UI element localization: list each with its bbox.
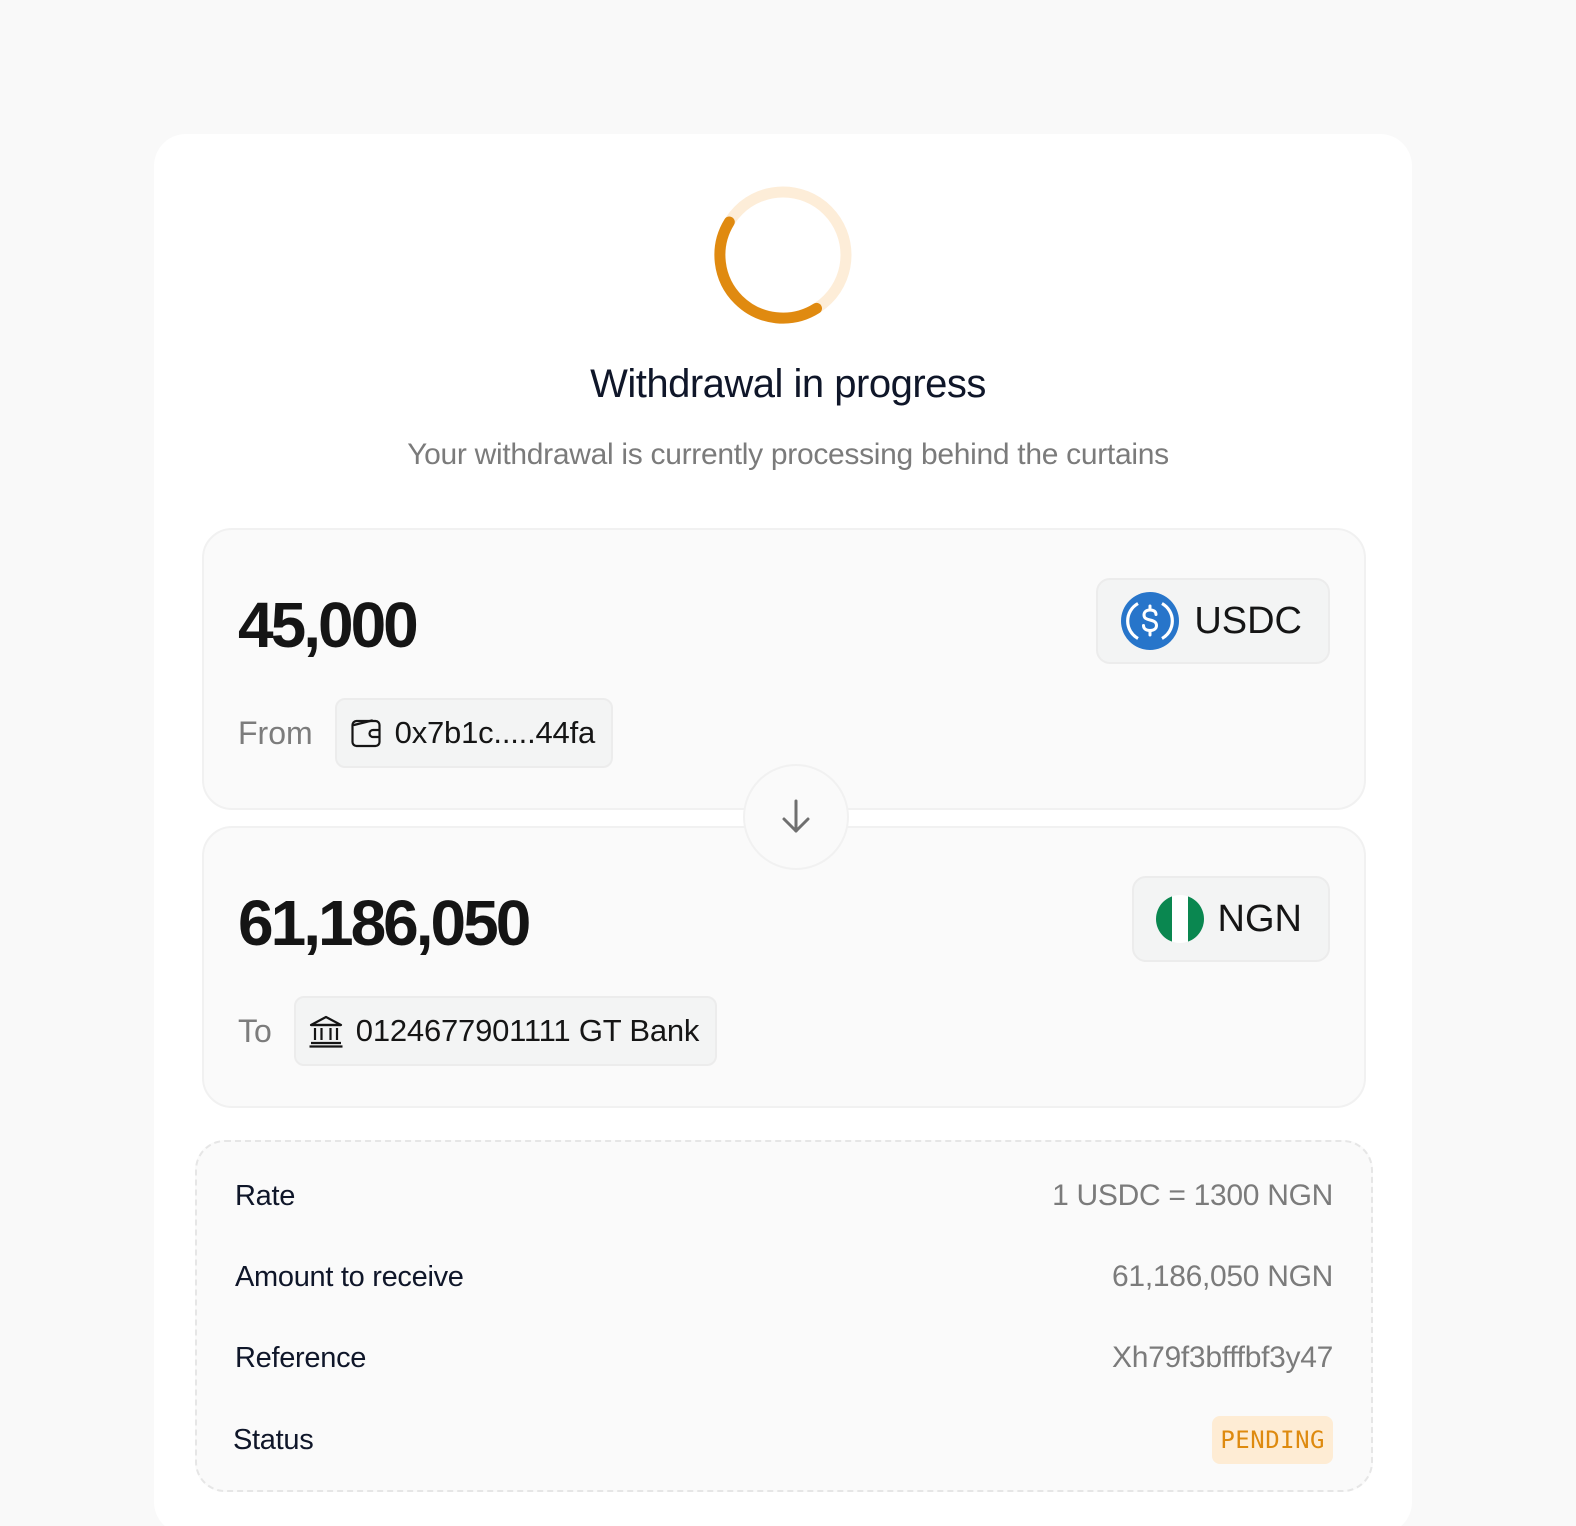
- status-label: Status: [233, 1423, 314, 1456]
- amount-to-receive-value: 61,186,050 NGN: [1112, 1260, 1333, 1293]
- direction-indicator: [743, 764, 849, 870]
- rate-label: Rate: [235, 1179, 296, 1212]
- bank-account: 0124677901111 GT Bank: [355, 1013, 700, 1048]
- page-title: Withdrawal in progress: [590, 362, 986, 406]
- arrow-down-icon: [778, 797, 814, 837]
- bank-account-chip[interactable]: [294, 996, 717, 1066]
- wallet-address-chip[interactable]: [335, 698, 613, 768]
- detail-row-rate: [235, 1166, 1333, 1226]
- spinner-icon: [712, 184, 854, 326]
- rate-value: 1 USDC = 1300 NGN: [1052, 1179, 1333, 1212]
- source-currency-label: USDC: [1194, 599, 1302, 642]
- source-amount: 45,000: [238, 589, 416, 661]
- detail-row-reference: [235, 1328, 1333, 1388]
- nigeria-flag-icon: [1156, 895, 1204, 943]
- destination-amount: 61,186,050: [238, 887, 529, 959]
- to-label: To: [238, 1012, 272, 1049]
- page-subtitle: Your withdrawal is currently processing behind the curtains: [407, 438, 1169, 471]
- destination-currency-label: NGN: [1217, 897, 1302, 940]
- usdc-coin-icon: [1120, 591, 1180, 651]
- source-currency-selector[interactable]: [1096, 578, 1330, 664]
- reference-value[interactable]: Xh79f3bfffbf3y47: [1112, 1341, 1333, 1374]
- destination-meta: [238, 996, 717, 1066]
- detail-row-status: [233, 1410, 1333, 1470]
- reference-label: Reference: [235, 1341, 367, 1374]
- from-label: From: [238, 714, 313, 751]
- source-meta: [238, 698, 613, 768]
- status-badge: PENDING: [1212, 1416, 1333, 1464]
- detail-row-amount: [235, 1247, 1333, 1307]
- transaction-details: [195, 1140, 1373, 1492]
- wallet-address: 0x7b1c.....44fa: [394, 715, 596, 750]
- wallet-icon: [349, 716, 383, 750]
- destination-currency-selector[interactable]: [1132, 876, 1330, 962]
- bank-icon: [308, 1014, 344, 1048]
- amount-to-receive-label: Amount to receive: [235, 1260, 464, 1293]
